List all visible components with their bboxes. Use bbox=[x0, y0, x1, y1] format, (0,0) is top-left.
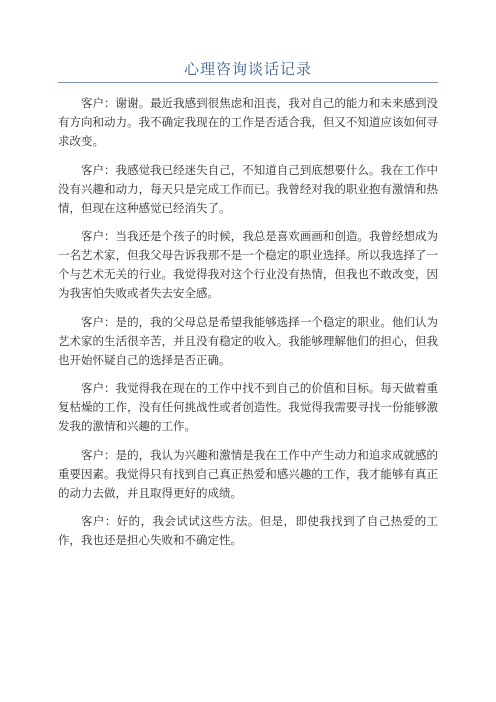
paragraph-7: 客户：好的，我会试试这些方法。但是，即使我找到了自己热爱的工作，我也还是担心失败和不确定性。 bbox=[58, 514, 438, 547]
paragraph-3: 客户：当我还是个孩子的时候，我总是喜欢画画和创造。我曾经想成为一名艺术家，但我父母告诉我那不是一个稳定的职业选择。所以我选择了一个与艺术无关的行业。我觉得我对这个行业没有热情，但我也不敢改变，因为我害怕失败或者失去安全感。 bbox=[58, 229, 438, 300]
paragraph-4: 客户：是的，我的父母总是希望我能够选择一个稳定的职业。他们认为艺术家的生活很辛苦，并且没有稳定的收入。我能够理解他们的担心，但我也开始怀疑自己的选择是否正确。 bbox=[58, 314, 438, 367]
paragraph-1: 客户：谢谢。最近我感到很焦虑和沮丧，我对自己的能力和未来感到没有方向和动力。我不确定我现在的工作是否适合我，但又不知道应该如何寻求改变。 bbox=[58, 96, 438, 148]
paragraph-5: 客户：我觉得我在现在的工作中找不到自己的价值和目标。每天做着重复枯燥的工作，没有任何挑战性或者创造性。我觉得我需要寻找一份能够激发我的激情和兴趣的工作。 bbox=[58, 381, 438, 433]
paragraph-2: 客户：我感觉我已经迷失自己，不知道自己到底想要什么。我在工作中没有兴趣和动力，每天只是完成工作而已。我曾经对我的职业抱有激情和热情，但现在这种感觉已经消失了。 bbox=[58, 162, 438, 215]
document-body bbox=[58, 94, 438, 560]
document-title: 心理咨询谈话记录 bbox=[183, 60, 312, 78]
title-divider bbox=[58, 82, 438, 83]
paragraph-6: 客户：是的，我认为兴趣和激情是我在工作中产生动力和追求成就感的重要因素。我觉得只有找到自己真正热爱和感兴趣的工作，我才能够有真正的动力去做，并且取得更好的成绩。 bbox=[58, 447, 438, 500]
